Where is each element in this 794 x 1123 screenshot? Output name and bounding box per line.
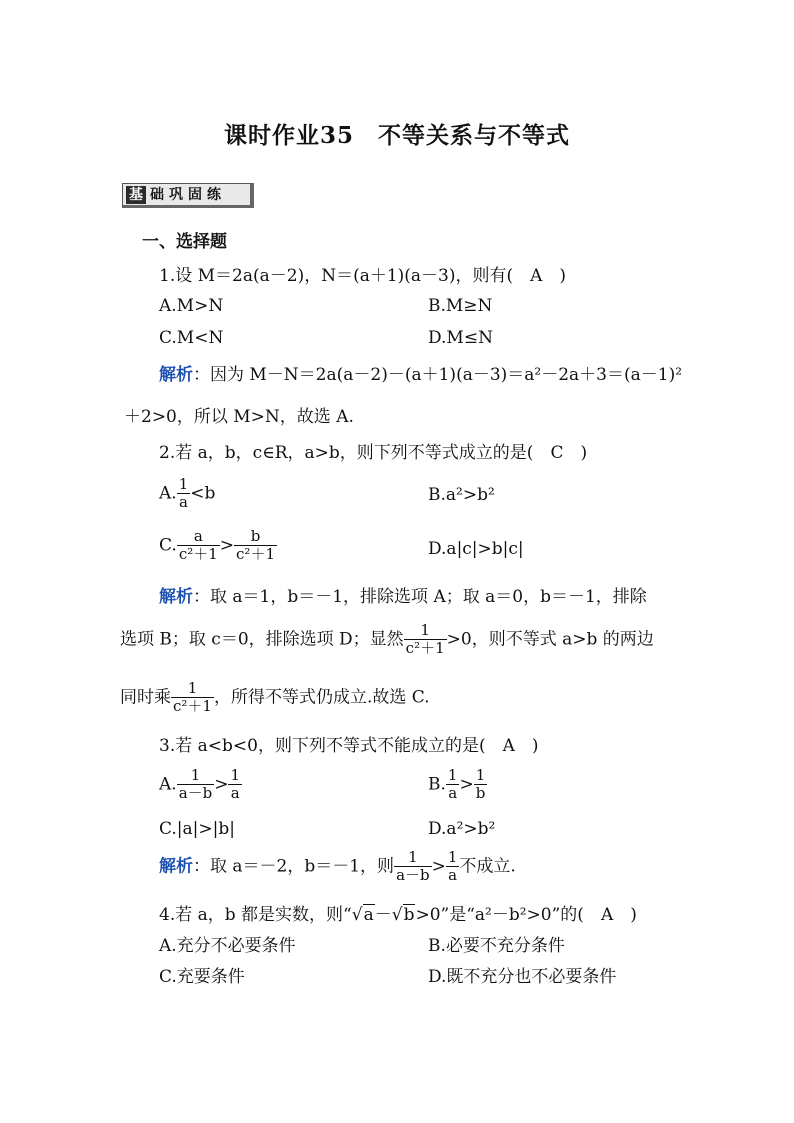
- denominator: b: [475, 784, 486, 803]
- q4-option-d: D.既不充分也不必要条件: [428, 967, 617, 987]
- q2-analysis-line3: [120, 680, 430, 716]
- q3-option-a: [159, 767, 242, 803]
- numerator: 1: [420, 621, 430, 639]
- fraction: [474, 767, 488, 803]
- banner-text: 础巩固练: [150, 186, 226, 203]
- numerator: 1: [178, 475, 189, 493]
- q1-analysis-line2: ＋2>0，所以 M>N，故选 A.: [124, 407, 354, 427]
- q4-option-b: B.必要不充分条件: [428, 936, 565, 956]
- sqrt-radicand: a: [363, 905, 374, 925]
- denominator: a: [177, 493, 191, 511]
- denominator: c²＋1: [236, 545, 275, 564]
- fraction: [228, 767, 242, 803]
- q2-option-b: B.a²>b²: [428, 485, 495, 505]
- q3-option-b: [428, 767, 487, 803]
- q1-option-c: C.M<N: [159, 328, 224, 348]
- q2-analysis: [159, 589, 647, 606]
- fraction: [446, 849, 460, 885]
- section-heading: 一、选择题: [142, 232, 227, 252]
- numerator: a: [193, 527, 203, 545]
- q3-option-c: C.|a|>|b|: [159, 819, 235, 839]
- denominator: c²＋1: [405, 639, 445, 658]
- fraction: [177, 476, 191, 512]
- q2-option-d: D.a|c|>b|c|: [428, 539, 524, 559]
- q1-analysis: [159, 367, 682, 384]
- q2-stem: 2.若 a，b，c∈R，a>b，则下列不等式成立的是( C ): [159, 443, 588, 463]
- q2-option-a-letter: A.: [159, 483, 177, 504]
- q3-analysis: [159, 849, 516, 885]
- fraction: [177, 528, 220, 564]
- numerator: b: [250, 527, 261, 545]
- banner-lead-char: 基: [126, 186, 146, 204]
- section-banner: [122, 183, 254, 208]
- numerator: 1: [408, 848, 418, 866]
- q2-option-a-tail: <b: [190, 483, 216, 504]
- q3-option-d: D.a²>b²: [428, 819, 496, 839]
- sqrt-icon: √: [391, 905, 403, 925]
- fraction: [446, 767, 460, 803]
- text: >0，则不等式 a>b 的两边: [446, 629, 654, 650]
- denominator: a: [446, 784, 460, 802]
- page-title: 课时作业35 不等关系与不等式: [223, 122, 570, 149]
- sqrt-radicand: b: [403, 905, 415, 925]
- q1-stem: 1.设 M＝2a(a－2)，N＝(a＋1)(a－3)，则有( A ): [159, 266, 567, 286]
- q4-option-a: A.充分不必要条件: [159, 936, 296, 956]
- sqrt-icon: √: [351, 905, 363, 925]
- numerator: 1: [230, 766, 241, 784]
- q1-option-b: B.M≥N: [428, 296, 493, 316]
- greater-sign: >: [459, 774, 474, 795]
- denominator: a: [228, 784, 242, 802]
- q4-stem: [159, 907, 637, 924]
- fraction: [177, 767, 215, 803]
- fraction: [394, 849, 432, 885]
- q1-option-d: D.M≤N: [428, 328, 493, 348]
- numerator: 1: [447, 766, 458, 784]
- q3-option-a-letter: A.: [159, 774, 177, 795]
- fraction: [234, 528, 277, 564]
- text: ，所得不等式仍成立.故选 C.: [213, 687, 430, 708]
- denominator: a－b: [396, 866, 430, 885]
- q1-analysis-line1: ：因为 M－N＝2a(a－2)－(a＋1)(a－3)＝a²－2a＋3＝(a－1)²: [193, 365, 683, 385]
- analysis-label: 解析: [159, 587, 193, 607]
- numerator: 1: [187, 679, 198, 697]
- numerator: 1: [190, 766, 201, 784]
- q3-option-b-letter: B.: [428, 774, 446, 795]
- text: 不成立.: [459, 856, 516, 877]
- text: 同时乘: [120, 687, 171, 708]
- fraction: [171, 680, 214, 716]
- q2-option-a: [159, 476, 215, 512]
- denominator: a: [446, 866, 460, 884]
- denominator: c²＋1: [173, 697, 212, 716]
- text: >0”是“a²－b²>0”的( A ): [415, 905, 637, 925]
- analysis-label: 解析: [159, 856, 193, 877]
- q2-analysis-line1: ：取 a＝1，b＝－1，排除选项 A；取 a＝0，b＝－1，排除: [193, 587, 647, 607]
- greater-sign: >: [214, 774, 229, 795]
- greater-sign: >: [219, 535, 235, 556]
- numerator: 1: [475, 766, 486, 784]
- text: ：取 a＝－2，b＝－1，则: [193, 856, 395, 877]
- q4-option-c: C.充要条件: [159, 967, 245, 987]
- greater-sign: >: [431, 856, 446, 877]
- q2-option-c: [159, 528, 277, 564]
- q1-option-a: A.M>N: [159, 296, 224, 316]
- denominator: c²＋1: [178, 545, 218, 564]
- text: 4.若 a，b 都是实数，则“: [159, 905, 352, 925]
- minus-sign: －: [374, 905, 392, 925]
- analysis-label: 解析: [159, 365, 193, 385]
- q2-option-c-letter: C.: [159, 535, 177, 556]
- numerator: 1: [447, 848, 458, 866]
- q2-analysis-line2: [120, 622, 654, 658]
- text: 选项 B；取 c＝0，排除选项 D；显然: [120, 629, 404, 650]
- fraction: [404, 622, 447, 658]
- q3-stem: 3.若 a<b<0，则下列不等式不能成立的是( A ): [159, 736, 539, 756]
- denominator: a－b: [178, 784, 213, 803]
